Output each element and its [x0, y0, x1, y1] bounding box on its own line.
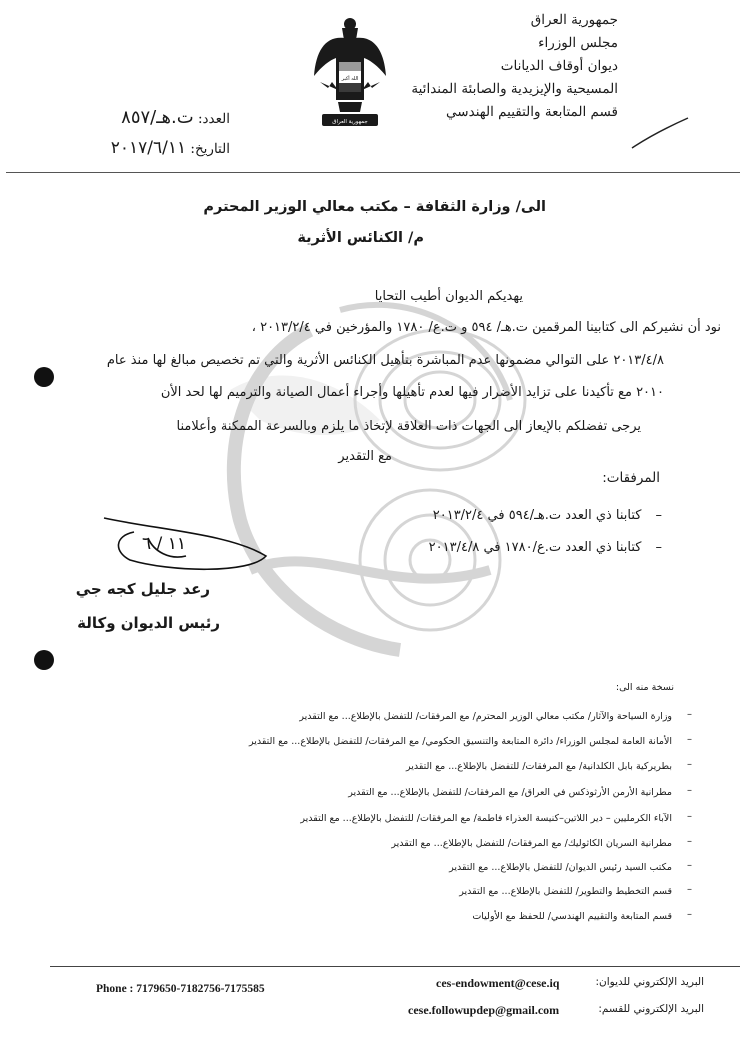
ref-number-value: ت.هـ/٨٥٧	[121, 107, 194, 128]
body-para-4: يرجى تفضلكم بالإيعاز الى الجهات ذات العلاقة لإتخاذ ما يلزم وبالسرعة الممكنة وأعلامنا	[176, 419, 641, 434]
letterhead-line-department: قسم المتابعة والتقييم الهندسي	[446, 104, 618, 120]
copy-item: مكتب السيد رئيس الديوان/ للتفضل بالإطلاع... مع التقدير	[449, 862, 672, 873]
attachment-dash: –	[655, 540, 662, 555]
copy-dash: –	[687, 785, 692, 796]
ref-date-label: التاريخ:	[190, 141, 230, 157]
copy-item: بطريركية بابل الكلدانية/ مع المرفقات/ للتفضل بالإطلاع... مع التقدير	[405, 761, 672, 772]
emblem-caption: جمهورية العراق	[332, 119, 368, 125]
attachments-label: المرفقات:	[602, 470, 660, 486]
signature-handwritten-date: ١١ / ٦	[142, 534, 186, 554]
attachment-item	[262, 540, 662, 555]
footer-email-section: cese.followupdep@gmail.com	[408, 1003, 560, 1017]
body-para-1: نود أن نشيركم الى كتابينا المرقمين ت.هـ/ ٥٩٤ و ت.ع/ ١٧٨٠ والمؤرخين في ٢٠١٣/٢/٤ ،	[251, 320, 721, 335]
header-pen-stroke	[630, 116, 690, 150]
body-para-2: ٢٠١٣/٤/٨ على التوالي مضمونها عدم المباشرة بتأهيل الكنائس الأثرية والتي تم تخصيص مبالغ لها منذ عام	[106, 353, 664, 368]
signatory-title: رئيس الديوان وكالة	[77, 614, 220, 632]
attachment-dash: –	[655, 508, 662, 523]
addressee-subject: م/ الكنائس الأثرية	[297, 230, 424, 246]
copies-label: نسخة منه الى:	[615, 682, 674, 693]
copy-dash: –	[687, 884, 692, 895]
copy-dash: –	[687, 909, 692, 920]
ref-date-row	[40, 137, 230, 161]
ref-number-label: العدد:	[197, 111, 230, 127]
header-divider	[6, 172, 740, 173]
watermark-dove-seal	[190, 270, 560, 710]
ref-number-row	[40, 106, 230, 131]
punch-hole-bottom	[34, 650, 54, 670]
footer-divider	[50, 966, 740, 967]
attachment-item	[262, 508, 662, 523]
copy-item: مطرانية الأرمن الأرثوذكس في العراق/ مع المرفقات/ للتفضل بالإطلاع... مع التقدير	[348, 787, 672, 798]
addressee-to: الى/ وزارة الثقافة – مكتب معالي الوزير المحترم	[203, 199, 546, 215]
footer-email-diwan-label: البريد الإلكتروني للديوان:	[595, 976, 704, 988]
body-para-3: ٢٠١٠ مع تأكيدنا على تزايد الأضرار فيها لعدم تأهيلها وأجراء أعمال الصيانة والترميم لها لحد الأن	[160, 385, 664, 400]
letterhead-line-council: مجلس الوزراء	[538, 35, 618, 51]
copy-dash: –	[687, 860, 692, 871]
attachment-item-text: كتابنا ذي العدد ت.ع/١٧٨٠ في ٢٠١٣/٤/٨	[428, 540, 642, 555]
copy-dash: –	[687, 759, 692, 770]
copy-item: وزارة السياحة والآثار/ مكتب معالي الوزير المحترم/ مع المرفقات/ للتفضل بالإطلاع... مع التقدير	[299, 711, 672, 722]
copy-dash: –	[687, 836, 692, 847]
letterhead-line-country: جمهورية العراق	[530, 12, 618, 28]
footer-phone: Phone : 7179650-7182756-7175585	[96, 983, 265, 995]
copy-item: قسم المتابعة والتقييم الهندسي/ للحفظ مع الأوليات	[472, 911, 672, 922]
iraq-emblem-icon	[312, 12, 388, 130]
footer-email-diwan: ces-endowment@cese.iq	[436, 976, 560, 990]
copy-dash: –	[687, 811, 692, 822]
copy-dash: –	[687, 709, 692, 720]
copy-item: مطرانية السريان الكاثوليك/ مع المرفقات/ للتفضل بالإطلاع... مع التقدير	[391, 838, 672, 849]
body-closing: مع التقدير	[338, 449, 392, 464]
letterhead-line-diwan: ديوان أوقاف الديانات	[500, 58, 618, 74]
body-greeting: يهديكم الديوان أطيب التحايا	[374, 289, 523, 304]
signatory-name: رعد جليل كجه جي	[75, 580, 210, 598]
letterhead-line-religions: المسيحية والإيزيدية والصابئة المندائية	[411, 81, 618, 97]
attachment-item-text: كتابنا ذي العدد ت.هـ/٥٩٤ في ٢٠١٣/٢/٤	[432, 508, 642, 523]
emblem-motto: الله أكبر	[341, 76, 359, 82]
footer-email-section-label: البريد الإلكتروني للقسم:	[598, 1003, 704, 1015]
copy-item: الأمانة العامة لمجلس الوزراء/ دائرة المتابعة والتنسيق الحكومي/ مع المرفقات/ للتفضل بالإطلاع... مع التقدير	[249, 736, 672, 747]
copy-item: قسم التخطيط والتطوير/ للتفضل بالإطلاع... مع التقدير	[459, 886, 672, 897]
punch-hole-top	[34, 367, 54, 387]
ref-date-value: ٢٠١٧/٦/١١	[110, 138, 187, 158]
copy-dash: –	[687, 734, 692, 745]
copy-item: الآباء الكرمليين – دير اللاتين–كنيسة العذراء فاطمة/ مع المرفقات/ للتفضل بالإطلاع... مع التقدير	[300, 813, 672, 824]
